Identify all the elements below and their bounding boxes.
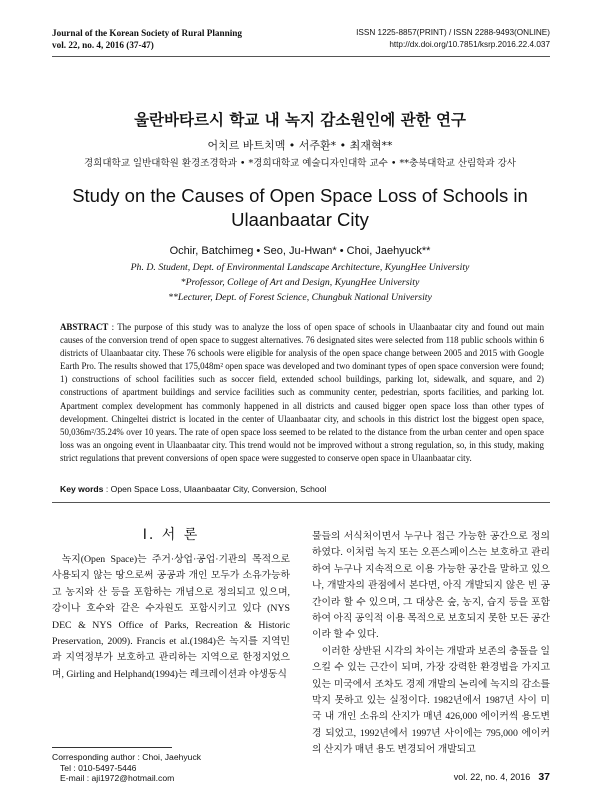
korean-title: 울란바타르시 학교 내 녹지 감소원인에 관한 연구	[134, 111, 466, 129]
correspondence-email[interactable]: E-mail : aji1972@hotmail.com	[60, 773, 175, 784]
body-paragraph: 물들의 서식처이면서 누구나 접근 가능한 공간으로 정의하였다. 이처럼 녹지 또는 오픈스페이스는 보호하고 관리하여 누구나 지속적으로 이용 가능한 공간을 말하고 있으나, 개발자의 관점에서 본다면, 아직 개발되지 않은 빈 공간이라 할 수 있으며, 그 대상은 숲, 농지, 습지 등을 포함하여 아직 공익적 이용 목적으로 보호되지 못한 모든 공간이라 할 수 있다.	[312, 531, 550, 641]
header-rule	[52, 56, 550, 57]
body-paragraph: 녹지(Open Space)는 주거·상업·공업·기관의 목적으로 사용되지 않는 땅으로써 공공과 개인 모두가 소유가능하고 농지와 산 등을 포함하는 개념으로 정의되고 있으며, 강이나 호수와 같은 수자원도 포함시키고 있다 (NYS DEC & NYS Office of Parks, Recreation & Historic Preservation, 2009). Francis et al.(1984)은 녹지를 지역민과 지역정부가 보호하고 관리하는 지역으로 한정지었으며, Girling and Helphand(1994)는 레크레이션과 야생동식	[52, 554, 290, 680]
english-title-line2: Ulaanbaatar City	[231, 209, 369, 230]
footnote-rule	[52, 747, 172, 748]
abstract-label: ABSTRACT	[60, 322, 109, 332]
page-footer	[454, 771, 550, 783]
journal-volume: vol. 22, no. 4, 2016 (37-47)	[52, 40, 154, 50]
body-paragraph: 이러한 상반된 시각의 차이는 개발과 보존의 충돌을 일으킬 수 있는 근간이 되며, 가장 강력한 환경법을 가지고 있는 미국에서 조차도 경제 개발의 논리에 녹지의 감소를 막지 못하고 있는 실정이다. 1982년에서 1987년 사이 미국 내 개인 소유의 산지가 매년 426,000 에이커씩 용도변경 되었고, 1992년에서 1997년 사이에는 795,000 에이커의 산지가 매년 용도 변경되어 개발되고	[312, 645, 550, 756]
korean-affiliation: 경희대학교 일반대학원 환경조경학과 • *경희대학교 예술디자인대학 교수 • **충북대학교 산림학과 강사	[84, 158, 516, 169]
correspondence	[52, 752, 201, 784]
body-left-column	[52, 552, 290, 683]
journal-name: Journal of the Korean Society of Rural Planning	[52, 28, 242, 38]
english-title	[40, 184, 560, 232]
journal-header	[52, 27, 242, 51]
body-right-column	[312, 529, 550, 759]
english-affiliation-1: Ph. D. Student, Dept. of Environmental Landscape Architecture, KyungHee University	[130, 262, 470, 273]
keywords	[60, 484, 326, 494]
footer-issue: vol. 22, no. 4, 2016	[453, 772, 531, 782]
correspondence-tel: Tel : 010-5497-5446	[60, 762, 137, 773]
issn-header	[356, 27, 550, 51]
doi-link[interactable]: http://dx.doi.org/10.7851/ksrp.2016.22.4.037	[389, 40, 550, 49]
issn-text: ISSN 1225-8857(PRINT) / ISSN 2288-9493(ONLINE)	[356, 28, 550, 37]
keywords-rule	[52, 502, 550, 503]
english-affiliation-3: **Lecturer, Dept. of Forest Science, Chungbuk National University	[168, 292, 432, 303]
page-number: 37	[538, 771, 550, 783]
english-title-line1: Study on the Causes of Open Space Loss of Schools in	[72, 185, 528, 206]
abstract	[60, 321, 544, 465]
english-authors: Ochir, Batchimeg • Seo, Ju-Hwan* • Choi, Jaehyuck**	[169, 245, 431, 257]
abstract-text: : The purpose of this study was to analyze the loss of open space of schools in Ulaanbaatar city and found out main causes of the conversion trend of open space to suggest alternatives. 76 designated sites were selected from 118 public schools within 6 districts of Ulaanbaatar city. These 76 schools were eligible for analysis of the open space change between 2005 and 2015 with Google Earth Pro. The results showed that 175,048m² open space was developed and two dominant types of open space conversion were found; 1) constructions of school facilities such as soccer field, extended school buildings, parking lot, sidewalk, and square, and 2) constructions of apartment buildings and service facilities such as community center, pedestrian, sports facilities, and parking lot. Apartment complex development has commonly happened in all districts and caused bigger open space loss than other types of development. Chingeltei district is located in the center of Ulaanbaatar city, and schools in this district lost the biggest open space, 50,036m²/35.24% over 10 years. The rate of open space loss seemed to be related to the distance from the urban center and open space loss was an ongoing event in Ulaanbaatar city. This trend would not be improved without a strong regulation, so, in this study, making strict regulations that prevent conversions of open space were suggested to conserve open space in Ulaanbaatar city.	[60, 322, 545, 463]
keywords-label: Key words	[60, 484, 104, 494]
korean-authors: 어치르 바트치멕 • 서주환* • 최재혁**	[207, 139, 393, 152]
correspondence-author: Corresponding author : Choi, Jaehyuck	[52, 752, 202, 762]
keywords-text: : Open Space Loss, Ulaanbaatar City, Conversion, School	[105, 484, 327, 494]
section-heading: I. 서 론	[142, 527, 200, 543]
english-affiliation-2: *Professor, College of Art and Design, KyungHee University	[180, 277, 420, 288]
